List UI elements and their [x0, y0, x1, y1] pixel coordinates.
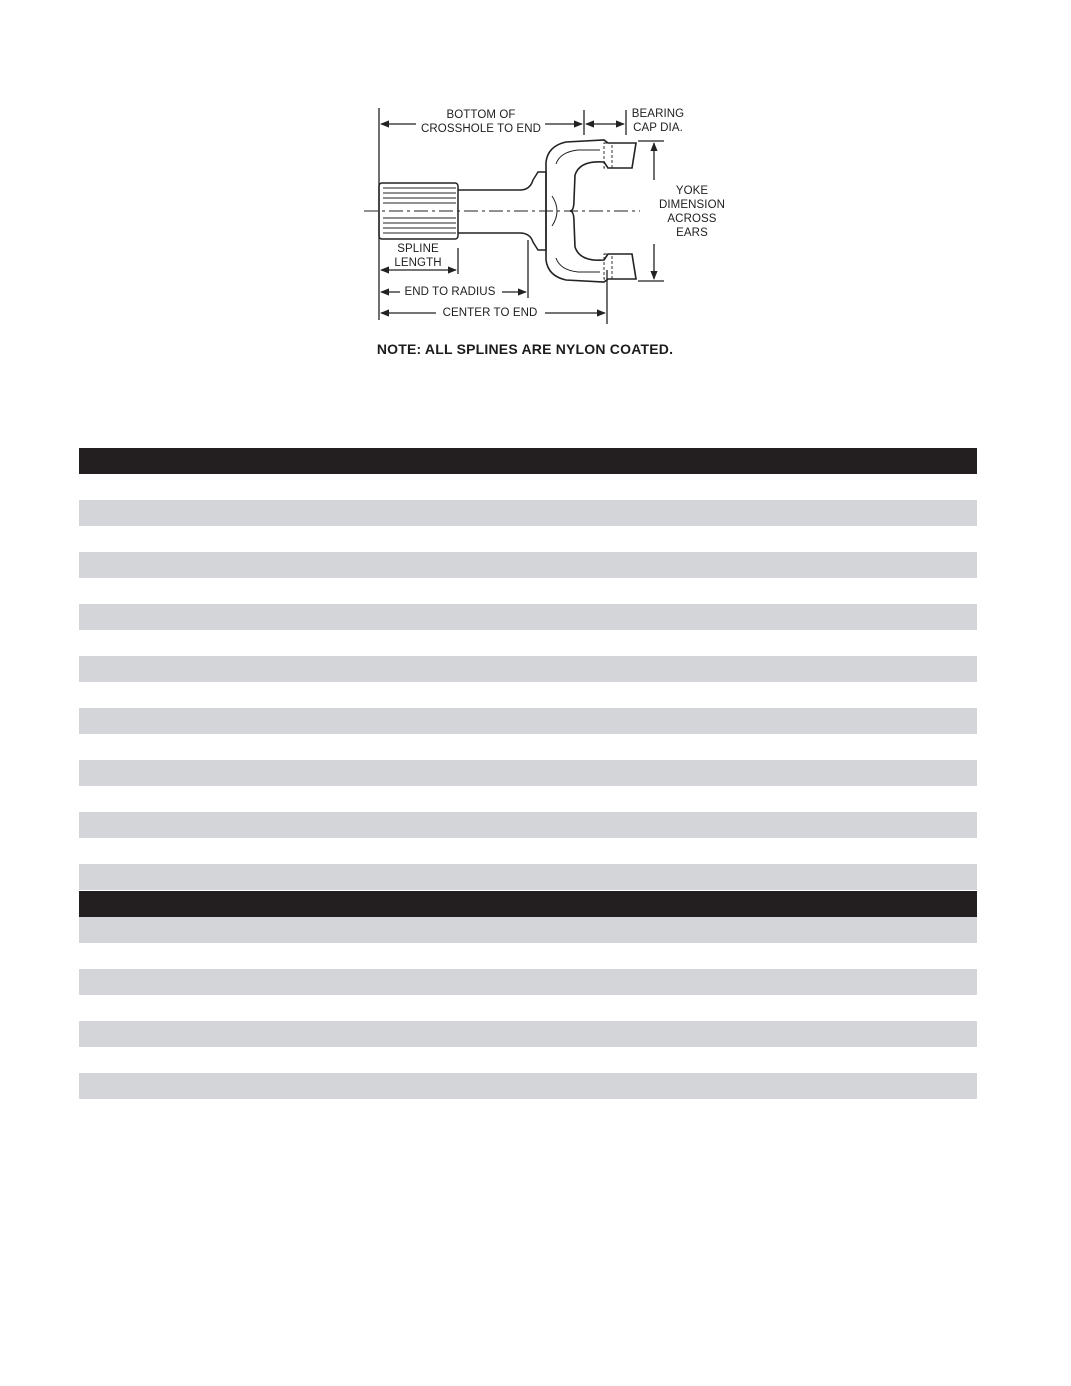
table-header-row [79, 891, 977, 917]
yoke-drawing [0, 0, 1071, 400]
table-row [79, 474, 977, 500]
table-row [79, 838, 977, 864]
table-row [79, 630, 977, 656]
label-end-to-radius: END TO RADIUS [404, 286, 496, 298]
label-center-to-end: CENTER TO END [442, 307, 538, 319]
label-bottom-of-crosshole: BOTTOM OF CROSSHOLE TO END [420, 109, 542, 135]
table-row [79, 656, 977, 682]
table-row [79, 604, 977, 630]
table-row [79, 786, 977, 812]
table-row [79, 917, 977, 943]
table-row [79, 1047, 977, 1073]
table-header-row [79, 448, 977, 474]
table-row [79, 526, 977, 552]
spec-table-2 [79, 891, 977, 1099]
table-row [79, 943, 977, 969]
table-row [79, 1073, 977, 1099]
table-row [79, 995, 977, 1021]
spec-table-1 [79, 448, 977, 890]
label-bearing-cap-dia: BEARING CAP DIA. [631, 108, 685, 134]
table-row [79, 552, 977, 578]
table-row [79, 864, 977, 890]
table-row [79, 760, 977, 786]
nylon-coated-note: NOTE: ALL SPLINES ARE NYLON COATED. [376, 341, 674, 357]
yoke-diagram [0, 0, 1071, 400]
table-row [79, 812, 977, 838]
table-row [79, 578, 977, 604]
table-row [79, 708, 977, 734]
label-yoke-dimension: YOKE DIMENSION ACROSS EARS [658, 185, 726, 239]
label-spline-length: SPLINE LENGTH [394, 243, 442, 269]
table-row [79, 1021, 977, 1047]
table-row [79, 734, 977, 760]
table-row [79, 500, 977, 526]
table-row [79, 969, 977, 995]
table-row [79, 682, 977, 708]
